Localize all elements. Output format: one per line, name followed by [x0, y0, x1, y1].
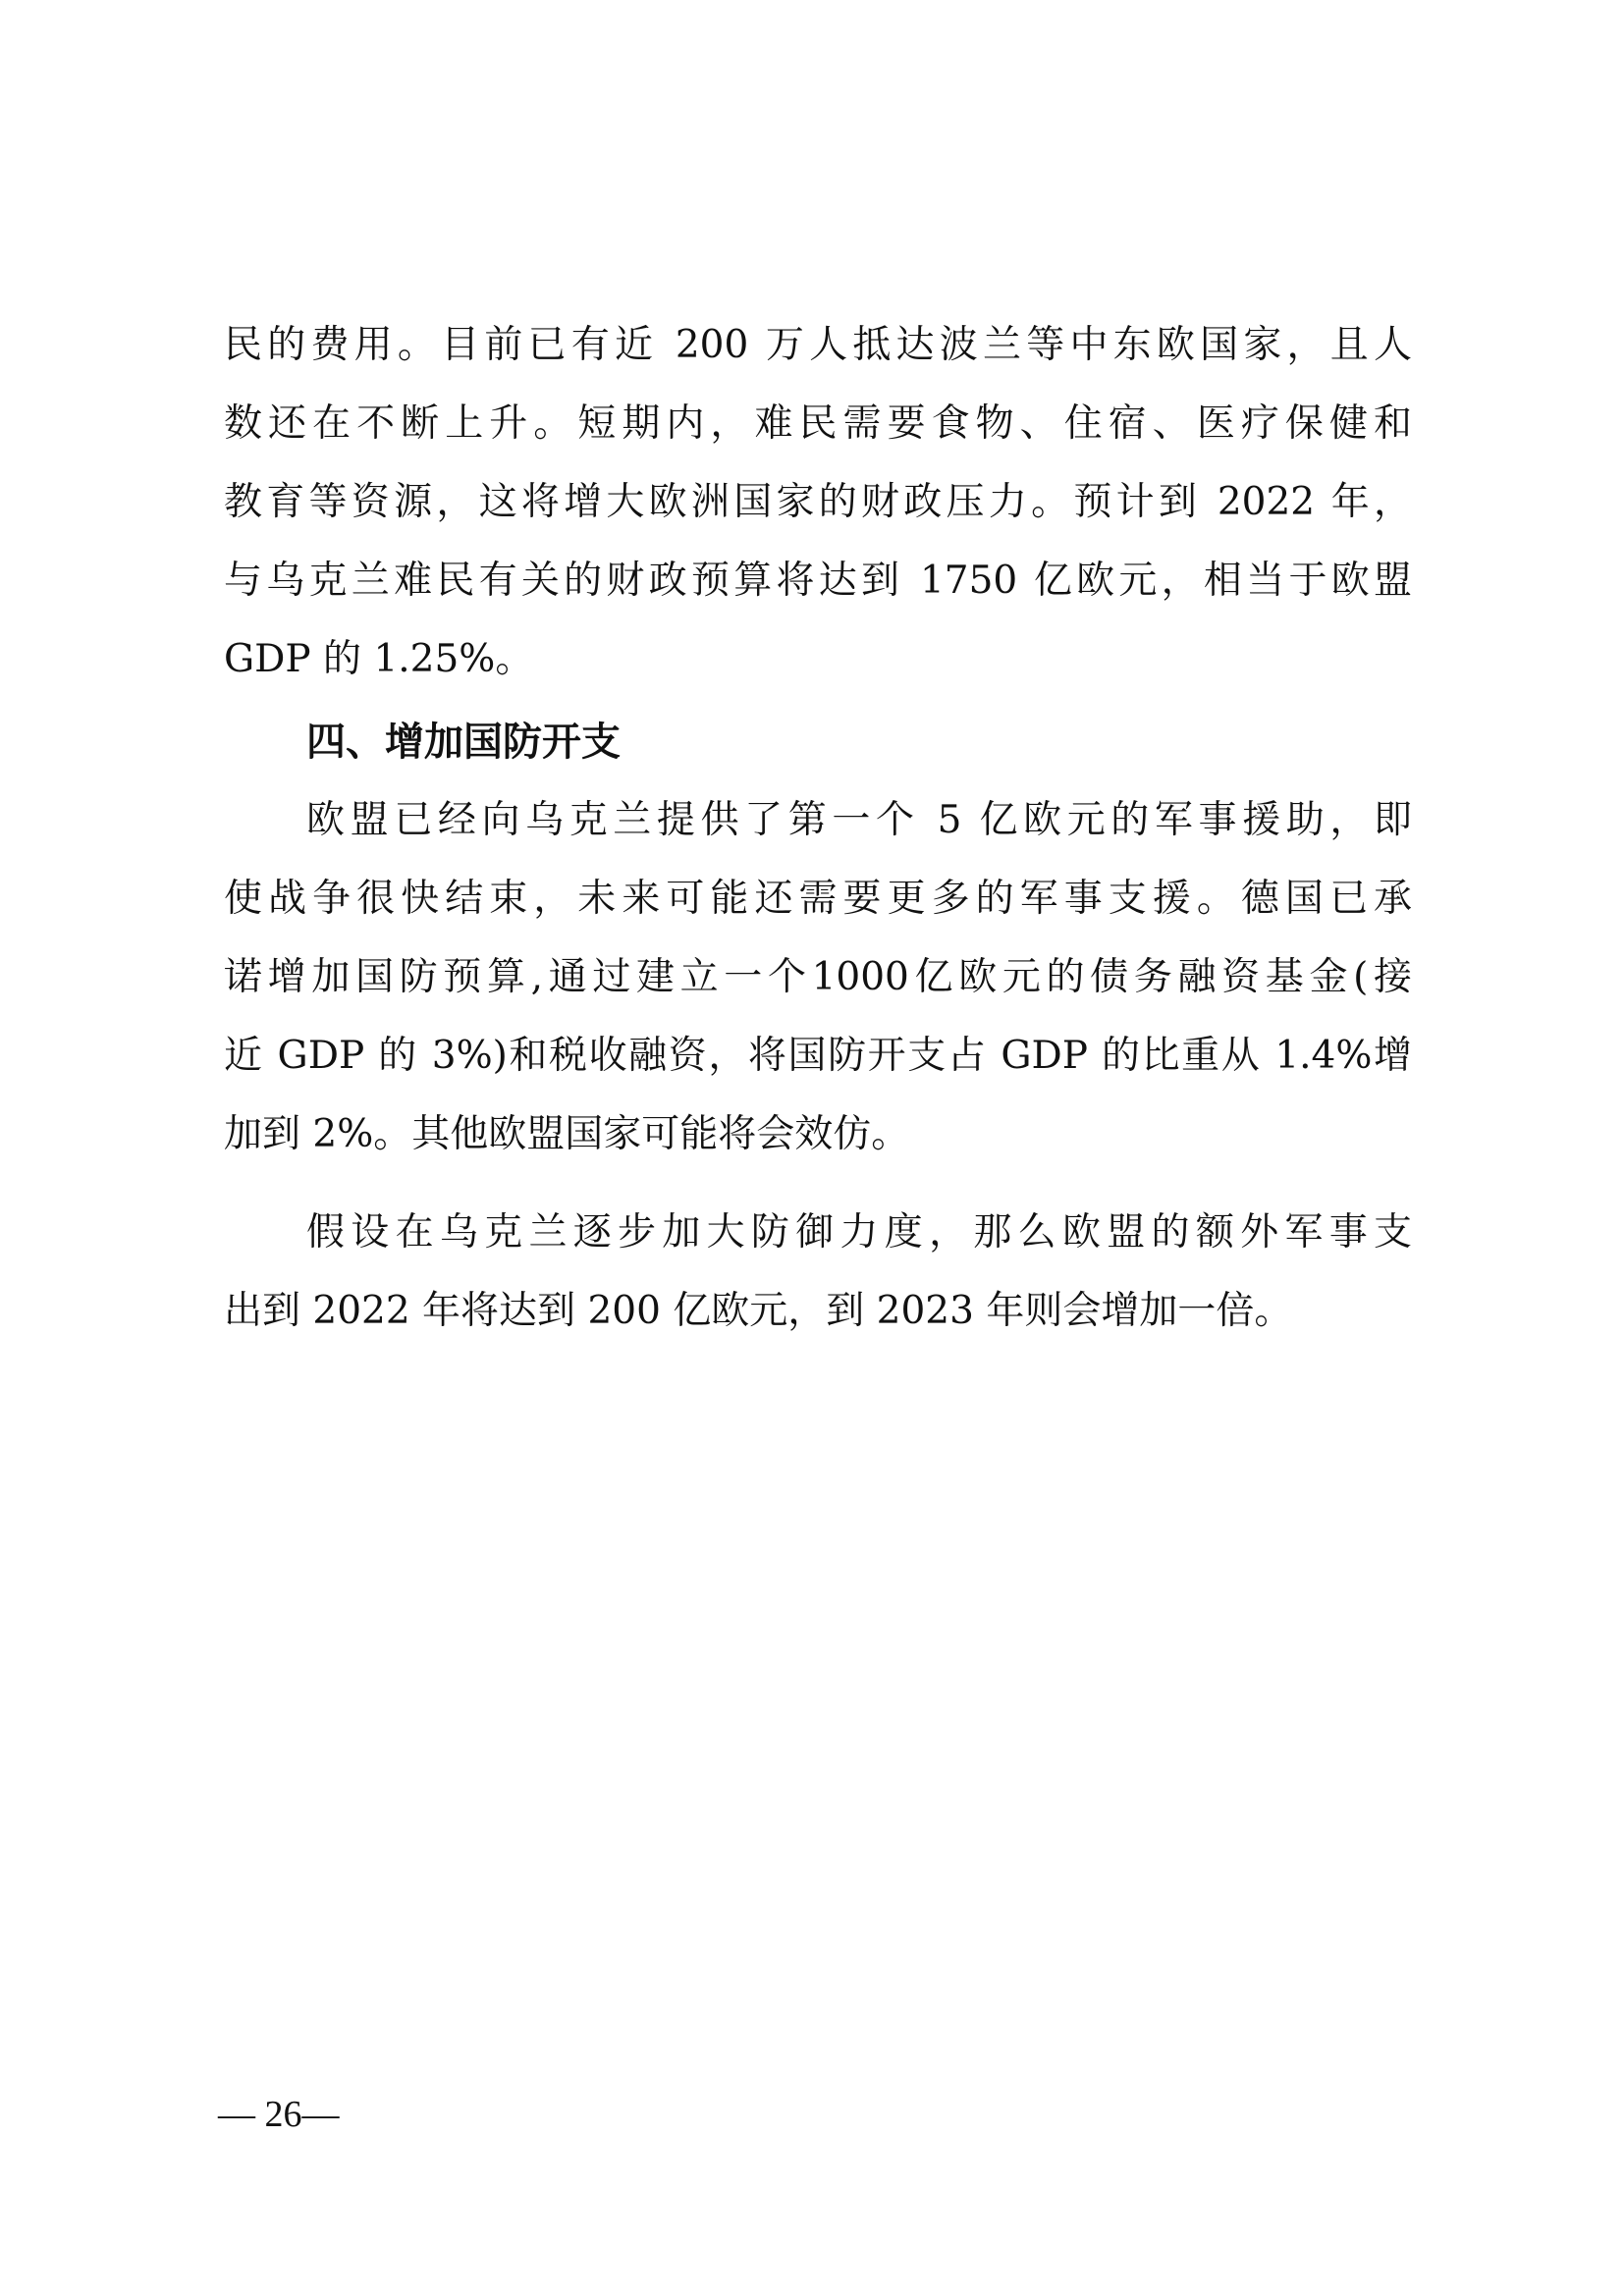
paragraph-1-line-4: 与乌克兰难民有关的财政预算将达到 1750 亿欧元，相当于欧盟	[224, 559, 1412, 603]
paragraph-2-line-3: 诺增加国防预算,通过建立一个1000亿欧元的债务融资基金(接	[224, 955, 1412, 999]
paragraph-2-line-2: 使战争很快结束，未来可能还需要更多的军事支援。德国已承	[224, 877, 1412, 921]
page-number: — 26—	[218, 2094, 340, 2135]
paragraph-1-line-5: GDP 的 1.25%。	[224, 637, 534, 681]
paragraph-1-line-2: 数还在不断上升。短期内，难民需要食物、住宿、医疗保健和	[224, 401, 1412, 446]
paragraph-2-line-1: 欧盟已经向乌克兰提供了第一个 5 亿欧元的军事援助，即	[306, 798, 1412, 842]
paragraph-3-line-2: 出到 2022 年将达到 200 亿欧元，到 2023 年则会增加一倍。	[224, 1289, 1293, 1333]
paragraph-1-line-3: 教育等资源，这将增大欧洲国家的财政压力。预计到 2022 年，	[224, 480, 1412, 524]
paragraph-1-line-1: 民的费用。目前已有近 200 万人抵达波兰等中东欧国家，且人	[224, 323, 1412, 367]
section-heading: 四、增加国防开支	[306, 720, 621, 765]
paragraph-3-line-1: 假设在乌克兰逐步加大防御力度，那么欧盟的额外军事支	[306, 1210, 1412, 1255]
paragraph-2-line-4: 近 GDP 的 3%)和税收融资，将国防开支占 GDP 的比重从 1.4%增	[224, 1034, 1412, 1078]
paragraph-2-line-5: 加到 2%。其他欧盟国家可能将会效仿。	[224, 1112, 910, 1156]
